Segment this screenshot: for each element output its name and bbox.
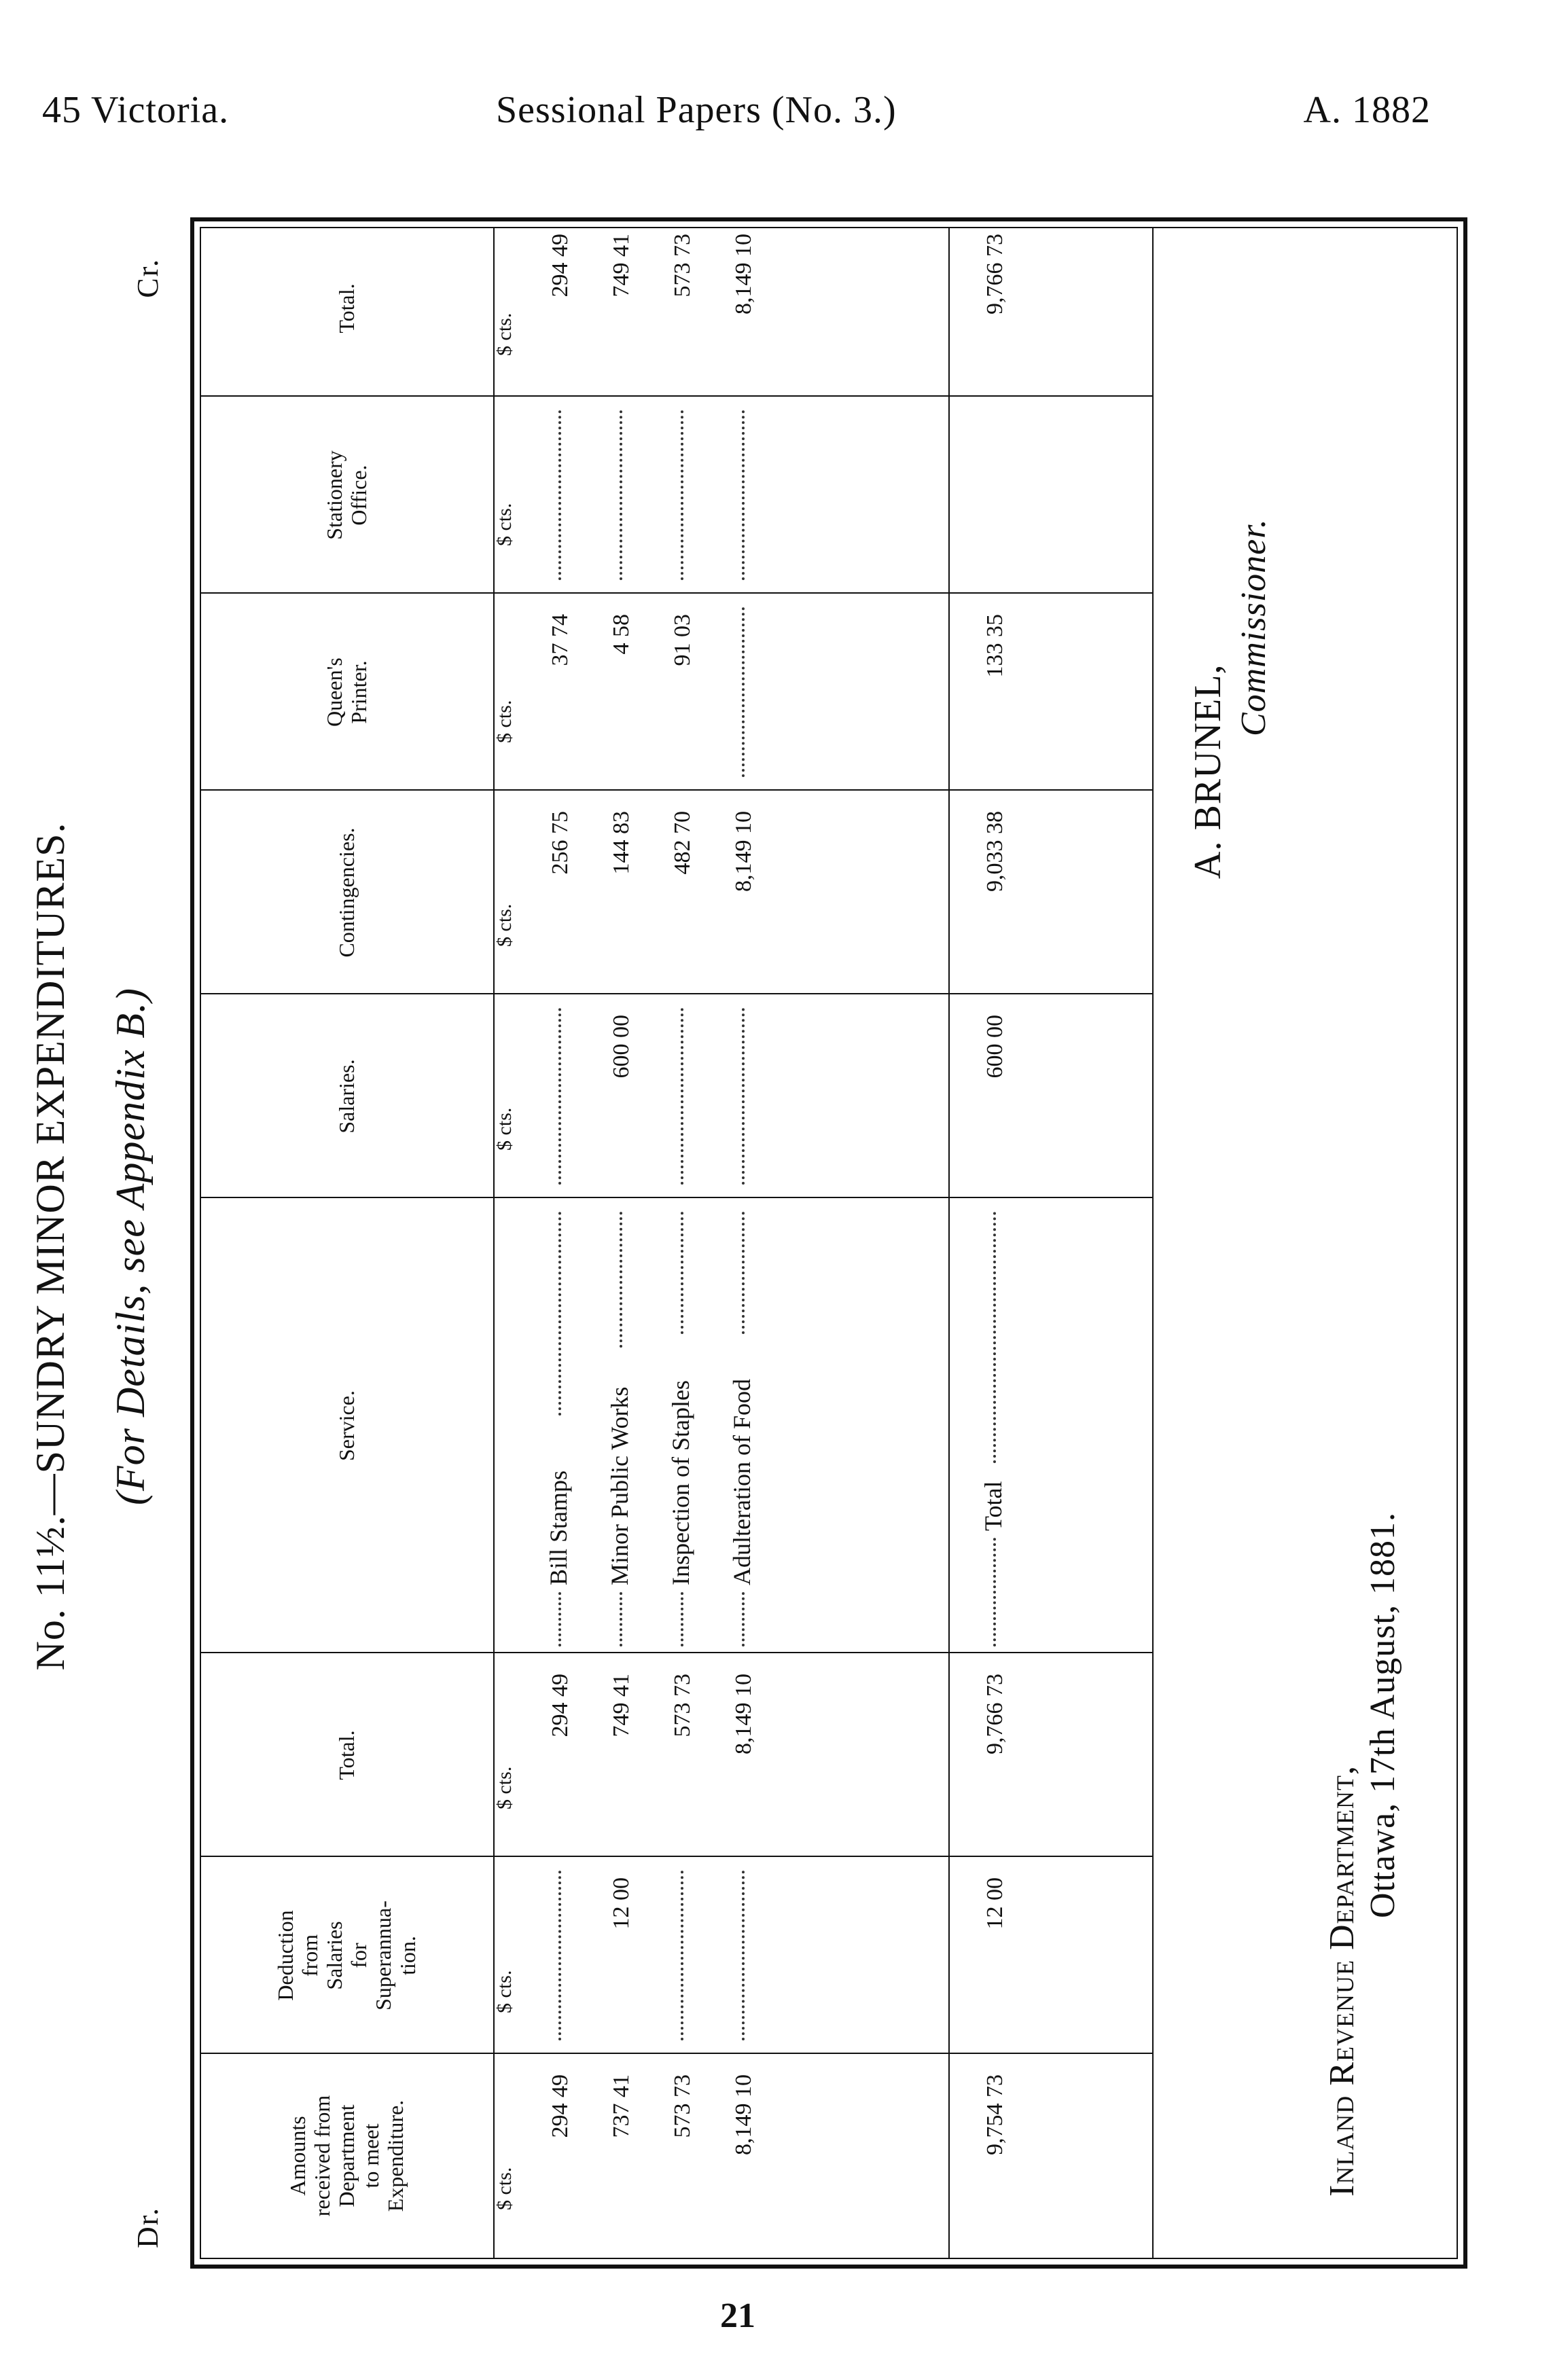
table-cell: 4 58 (609, 614, 634, 655)
leader-dots (989, 1212, 996, 1463)
debit-label: Dr. (131, 2207, 164, 2248)
leader-dots (615, 1592, 622, 1646)
total-cell: 9,766 73 (982, 234, 1007, 314)
header-total-dr: Total. (334, 1730, 359, 1780)
header-service: Service. (334, 1390, 359, 1461)
table-cell: 573 73 (670, 1674, 695, 1737)
department-date: Ottawa, 17th August, 1881. (1363, 1512, 1402, 1918)
leader-dots (677, 410, 683, 580)
table-cell: 573 73 (670, 234, 695, 298)
statement-table (190, 217, 1467, 2269)
service-name: Inspection of Staples (667, 1380, 694, 1585)
leader-dots (677, 1871, 683, 2040)
table-cell: 8,149 10 (731, 234, 756, 314)
leader-dots (554, 1212, 561, 1416)
leader-dots (989, 1538, 996, 1646)
total-cell: 12 00 (982, 1877, 1007, 1930)
table-cell: 8,149 10 (731, 811, 756, 892)
header-deduction: Deduction from Salaries for Superannua- tion. (273, 1900, 420, 2011)
leader-dots (677, 1212, 683, 1334)
unit-label: $ cts. (493, 312, 516, 356)
signature-title: Commissioner. (1234, 518, 1273, 736)
table-cell: 737 41 (609, 2074, 634, 2138)
table-cell: 294 49 (548, 234, 573, 298)
header-contingencies: Contingencies. (334, 827, 359, 958)
header-stationery: Stationery Office. (322, 450, 371, 540)
unit-label: $ cts. (493, 503, 516, 546)
leader-dots (738, 410, 745, 580)
unit-label: $ cts. (493, 1766, 516, 1809)
leader-dots (554, 410, 561, 580)
statement-subtitle: (For Details, see Appendix B.) (108, 987, 153, 1506)
table-cell: 8,149 10 (731, 1674, 756, 1754)
total-label: Total (980, 1481, 1007, 1531)
table-cell: 294 49 (548, 1674, 573, 1737)
table-bottom-rule (1152, 228, 1154, 2258)
table-cell: 749 41 (609, 1674, 634, 1737)
rotated-statement (27, 183, 1529, 2309)
table-cell: 12 00 (609, 1877, 634, 1930)
total-cell: 133 35 (982, 614, 1007, 678)
service-name: Minor Public Works (606, 1386, 633, 1585)
credit-label: Cr. (131, 258, 164, 298)
leader-dots (615, 1212, 622, 1348)
header-total-cr: Total. (334, 283, 359, 333)
header-salaries: Salaries. (334, 1059, 359, 1134)
total-cell: 9,766 73 (982, 1674, 1007, 1754)
leader-dots (738, 607, 745, 777)
statement-title: No. 11½.—SUNDRY MINOR EXPENDITURES. (28, 822, 73, 1671)
total-cell: 600 00 (982, 1015, 1007, 1079)
running-header-left: 45 Victoria. (42, 89, 230, 131)
unit-label: $ cts. (493, 2167, 516, 2210)
table-cell: 91 03 (670, 614, 695, 666)
leader-dots (615, 410, 622, 580)
leader-dots (554, 1008, 561, 1185)
running-header-center: Sessional Papers (No. 3.) (496, 89, 897, 131)
table-cell: 256 75 (548, 811, 573, 875)
unit-label: $ cts. (493, 903, 516, 947)
leader-dots (677, 1592, 683, 1646)
unit-label: $ cts. (493, 700, 516, 743)
table-cell: 749 41 (609, 234, 634, 298)
header-amounts: Amounts received from Department to meet Expenditure. (285, 2095, 408, 2217)
totals-rule (948, 228, 950, 2258)
leader-dots (738, 1592, 745, 1646)
signature-name: A. BRUNEL, (1187, 664, 1229, 879)
table-cell: 294 49 (548, 2074, 573, 2138)
table-cell: 482 70 (670, 811, 695, 875)
page-number: 21 (720, 2296, 755, 2335)
header-queens-printer: Queen's Printer. (322, 657, 371, 727)
total-cell: 9,033 38 (982, 811, 1007, 892)
table-cell: 37 74 (548, 614, 573, 666)
total-cell: 9,754 73 (982, 2074, 1007, 2155)
table-cell: 8,149 10 (731, 2074, 756, 2155)
leader-dots (554, 1871, 561, 2040)
leader-dots (554, 1592, 561, 1646)
service-name: Adulteration of Food (728, 1379, 755, 1585)
unit-label: $ cts. (493, 1970, 516, 2013)
table-cell: 600 00 (609, 1015, 634, 1079)
leader-dots (677, 1008, 683, 1185)
table-cell: 573 73 (670, 2074, 695, 2138)
running-header-right: A. 1882 (1303, 89, 1431, 131)
table-body (200, 227, 1458, 2259)
unit-label: $ cts. (493, 1107, 516, 1151)
leader-dots (738, 1212, 745, 1334)
leader-dots (738, 1008, 745, 1185)
department-name: Inland Revenue Department, (1323, 1765, 1361, 2197)
service-name: Bill Stamps (545, 1470, 572, 1585)
leader-dots (738, 1871, 745, 2040)
table-cell: 144 83 (609, 811, 634, 875)
